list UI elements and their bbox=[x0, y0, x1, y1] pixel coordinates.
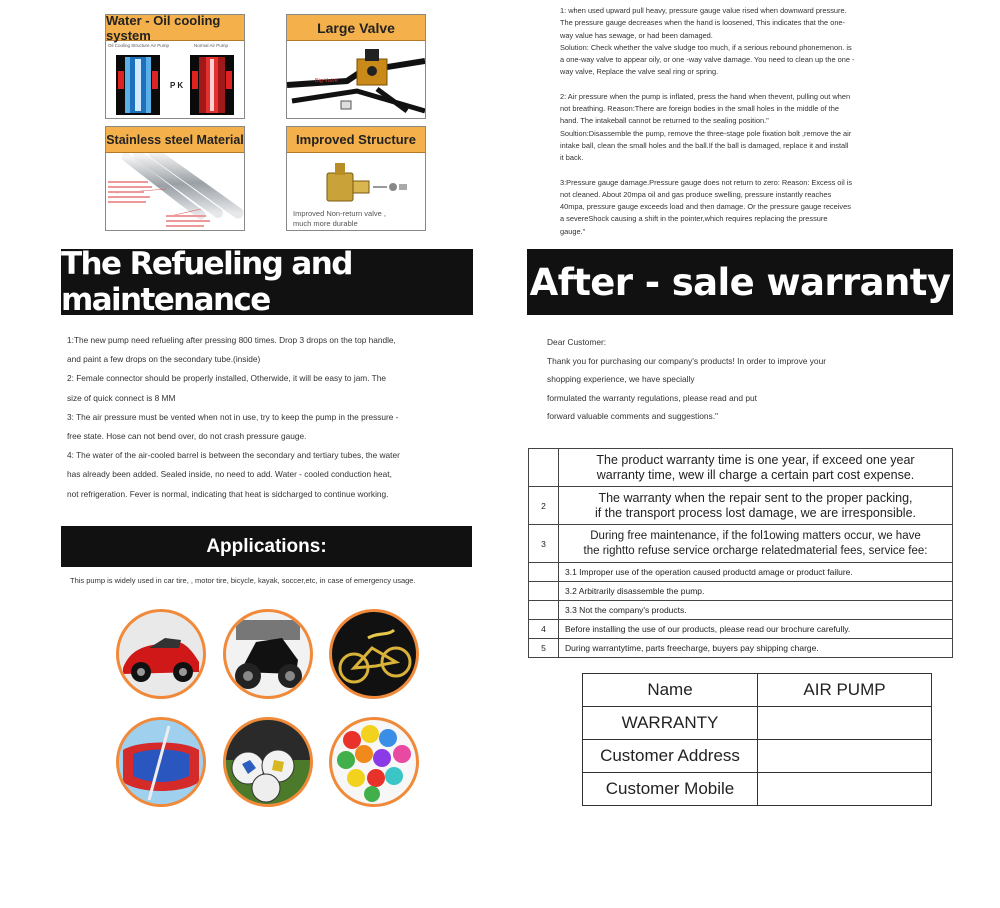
cooling-cylinders-icon bbox=[106, 41, 244, 118]
dear-line: Dear Customer: bbox=[547, 337, 607, 347]
trouble-line: intake ball, clean the small holes and the ball.If the ball is damaged, replace it and install bbox=[560, 140, 849, 150]
structure-illustration bbox=[287, 153, 425, 230]
refuel-line: not refrigeration. Fever is normal, indicating that heat is sidcharged to continue working. bbox=[67, 488, 389, 499]
row-number bbox=[529, 582, 559, 601]
table-row bbox=[529, 487, 953, 525]
trouble-line: Soultion:Disassemble the pump, remove the three-stage pole fixation bolt ,remove the air bbox=[560, 128, 852, 138]
table-row bbox=[529, 525, 953, 563]
valve-illustration bbox=[287, 41, 425, 118]
row-number: 2 bbox=[529, 487, 559, 525]
refuel-line: 4: The water of the air-cooled barrel is between the secondary and tertiary tubes, the water bbox=[67, 450, 400, 461]
row-text-line: The product warranty time is one year, if exceed one year bbox=[596, 452, 915, 467]
row-text: 3.1 Improper use of the operation caused productd amage or product failure. bbox=[559, 563, 953, 582]
dear-line: forward valuable comments and suggestions." bbox=[547, 411, 719, 421]
table-row bbox=[529, 563, 953, 582]
dear-line: formulated the warranty regulations, please read and put bbox=[547, 392, 757, 403]
cooling-sublabel-right: Normal Air Pump bbox=[194, 43, 229, 48]
warranty-value[interactable] bbox=[758, 707, 932, 740]
valve-caption: Big Valve bbox=[315, 78, 338, 84]
row-text: Before installing the use of our products, please read our brochure carefully. bbox=[559, 620, 953, 639]
table-row bbox=[583, 773, 932, 806]
table-row bbox=[529, 601, 953, 620]
trouble-line: 2: Air pressure when the pump is inflated, press the hand when thevent, pulling out when bbox=[560, 91, 851, 101]
motorcycle-icon bbox=[226, 612, 310, 696]
trouble-line: way valve, Replace the valve seal ring or spring. bbox=[560, 67, 719, 77]
refuel-header: The Refueling and maintenance bbox=[61, 249, 473, 315]
car-icon bbox=[119, 612, 203, 696]
kayak-icon bbox=[119, 720, 203, 804]
refuel-line: 1:The new pump need refueling after pressing 800 times. Drop 3 drops on the top handle, bbox=[67, 335, 396, 345]
warranty-label: WARRANTY bbox=[583, 707, 758, 740]
trouble-line: a severeShock causing a shift in the pointer,which requires replacing the pressure bbox=[560, 214, 828, 224]
dear-line: Thank you for purchasing our company's products! In order to improve your bbox=[547, 355, 827, 366]
table-row bbox=[583, 740, 932, 773]
refuel-line: has already been added. Sealed inside, no need to add. Water - cooled conduction heat, bbox=[67, 469, 392, 480]
row-text bbox=[559, 449, 953, 487]
applications-header: Applications: bbox=[61, 526, 472, 567]
address-label: Customer Address bbox=[583, 740, 758, 773]
row-text bbox=[559, 525, 953, 563]
trouble-line: it back. bbox=[560, 153, 584, 163]
application-kayak bbox=[116, 717, 206, 807]
application-bicycle bbox=[329, 609, 419, 699]
table-row bbox=[583, 674, 932, 707]
row-text-line: if the transport process lost damage, we are irresponsible. bbox=[595, 505, 916, 520]
trouble-line: 3:Pressure gauge damage.Pressure gauge does not return to zero: Reason: Excess oil is bbox=[560, 177, 853, 187]
row-text: During warrantytime, parts freecharge, buyers pay shipping charge. bbox=[559, 639, 953, 658]
applications-text: This pump is widely used in car tire, , motor tire, bicycle, kayak, soccer,etc, in case of emergency usage. bbox=[70, 576, 416, 585]
name-value[interactable]: AIR PUMP bbox=[758, 674, 932, 707]
application-soccer bbox=[223, 717, 313, 807]
trouble-line: 40mpa, pressure gauge exceeds load and then damage. Or the pressure gauge receives bbox=[560, 202, 851, 212]
table-row bbox=[529, 449, 953, 487]
refuel-line: and paint a few drops on the secondary tube.(inside) bbox=[67, 354, 261, 365]
trouble-line: not cleaned. About 20mpa oil and gas produce swelling, pressure instantly reaches bbox=[560, 189, 832, 199]
dear-customer-text bbox=[547, 336, 927, 422]
row-text: 3.2 Arbitrarily disassemble the pump. bbox=[559, 582, 953, 601]
row-text-line: warranty time, wew ill charge a certain part cost expense. bbox=[596, 467, 915, 482]
customer-form-table bbox=[582, 673, 932, 806]
card-improved-structure bbox=[286, 126, 426, 231]
card-large-valve bbox=[286, 14, 426, 119]
refuel-text bbox=[67, 334, 467, 500]
row-text-line: the rightto refuse service orcharge relatedmaterial fees, service fee: bbox=[583, 544, 928, 557]
row-number bbox=[529, 449, 559, 487]
row-text-line: During free maintenance, if the fol1owing matters occur, we have bbox=[590, 529, 921, 542]
cooling-illustration bbox=[106, 41, 244, 118]
row-number bbox=[529, 601, 559, 620]
troubleshoot-text bbox=[560, 5, 890, 238]
address-value[interactable] bbox=[758, 740, 932, 773]
pk-label: P K bbox=[170, 81, 184, 90]
application-car-tire bbox=[116, 609, 206, 699]
structure-caption-1: Improved Non-return valve , bbox=[293, 209, 386, 218]
trouble-line: a one-way valve to appear oily, or one -way valve damage. You need to clean up the one - bbox=[560, 55, 855, 65]
row-text bbox=[559, 487, 953, 525]
row-text-line: The warranty when the repair sent to the proper packing, bbox=[598, 490, 913, 505]
table-row bbox=[529, 582, 953, 601]
trouble-line: way value has sewage, or had been damaged. bbox=[560, 30, 713, 40]
cooling-sublabel-left: Oil Cooling Structure Air Pump bbox=[108, 43, 170, 48]
row-number: 5 bbox=[529, 639, 559, 658]
refuel-line: size of quick connect is 8 MM bbox=[67, 392, 176, 403]
warranty-header: After - sale warranty bbox=[527, 249, 953, 315]
bicycle-icon bbox=[332, 612, 416, 696]
tubes-illustration bbox=[106, 153, 244, 230]
trouble-line: Solution: Check whether the valve sludge too much, if a serious rebound phonemenon. is bbox=[560, 42, 852, 52]
structure-caption-2: much more durable bbox=[293, 219, 358, 228]
table-row bbox=[529, 620, 953, 639]
refuel-line: free state. Hose can not bend over, do not crash pressure gauge. bbox=[67, 430, 307, 441]
trouble-line: hand. The intakeball cannot be returned to the sealing position." bbox=[560, 116, 769, 126]
trouble-line: 1: when used upward pull heavy, pressure gauge value rised when downward pressure. bbox=[560, 6, 847, 15]
card-water-oil-cooling bbox=[105, 14, 245, 119]
row-number: 3 bbox=[529, 525, 559, 563]
trouble-line: The pressure gauge decreases when the hand is loosened, This indicates that the one- bbox=[560, 18, 845, 28]
card-title: Stainless steel Material bbox=[106, 127, 244, 153]
application-motor-tire bbox=[223, 609, 313, 699]
application-balloons bbox=[329, 717, 419, 807]
valve-icon bbox=[287, 41, 425, 118]
table-row bbox=[583, 707, 932, 740]
card-title: Improved Structure bbox=[287, 127, 425, 153]
mobile-value[interactable] bbox=[758, 773, 932, 806]
refuel-line: 3: The air pressure must be vented when not in use, try to keep the pump in the pressure - bbox=[67, 411, 399, 422]
name-label: Name bbox=[583, 674, 758, 707]
row-number: 4 bbox=[529, 620, 559, 639]
trouble-line: gauge." bbox=[560, 226, 586, 236]
dear-line: shopping experience, we have specially bbox=[547, 374, 695, 384]
steel-tubes-icon bbox=[106, 153, 244, 230]
soccer-ball-icon bbox=[226, 720, 310, 804]
table-row bbox=[529, 639, 953, 658]
row-text: 3.3 Not the company's products. bbox=[559, 601, 953, 620]
balloons-icon bbox=[332, 720, 416, 804]
refuel-line: 2: Female connector should be properly installed, Otherwide, it will be easy to jam. The bbox=[67, 373, 386, 384]
card-stainless-steel bbox=[105, 126, 245, 231]
card-title: Large Valve bbox=[287, 15, 425, 41]
trouble-line: not breathing. Reason:There are foreign bodies in the small holes in the middle of the bbox=[560, 104, 839, 114]
card-title: Water - Oil cooling system bbox=[106, 15, 244, 41]
mobile-label: Customer Mobile bbox=[583, 773, 758, 806]
row-number bbox=[529, 563, 559, 582]
warranty-table bbox=[528, 448, 953, 658]
